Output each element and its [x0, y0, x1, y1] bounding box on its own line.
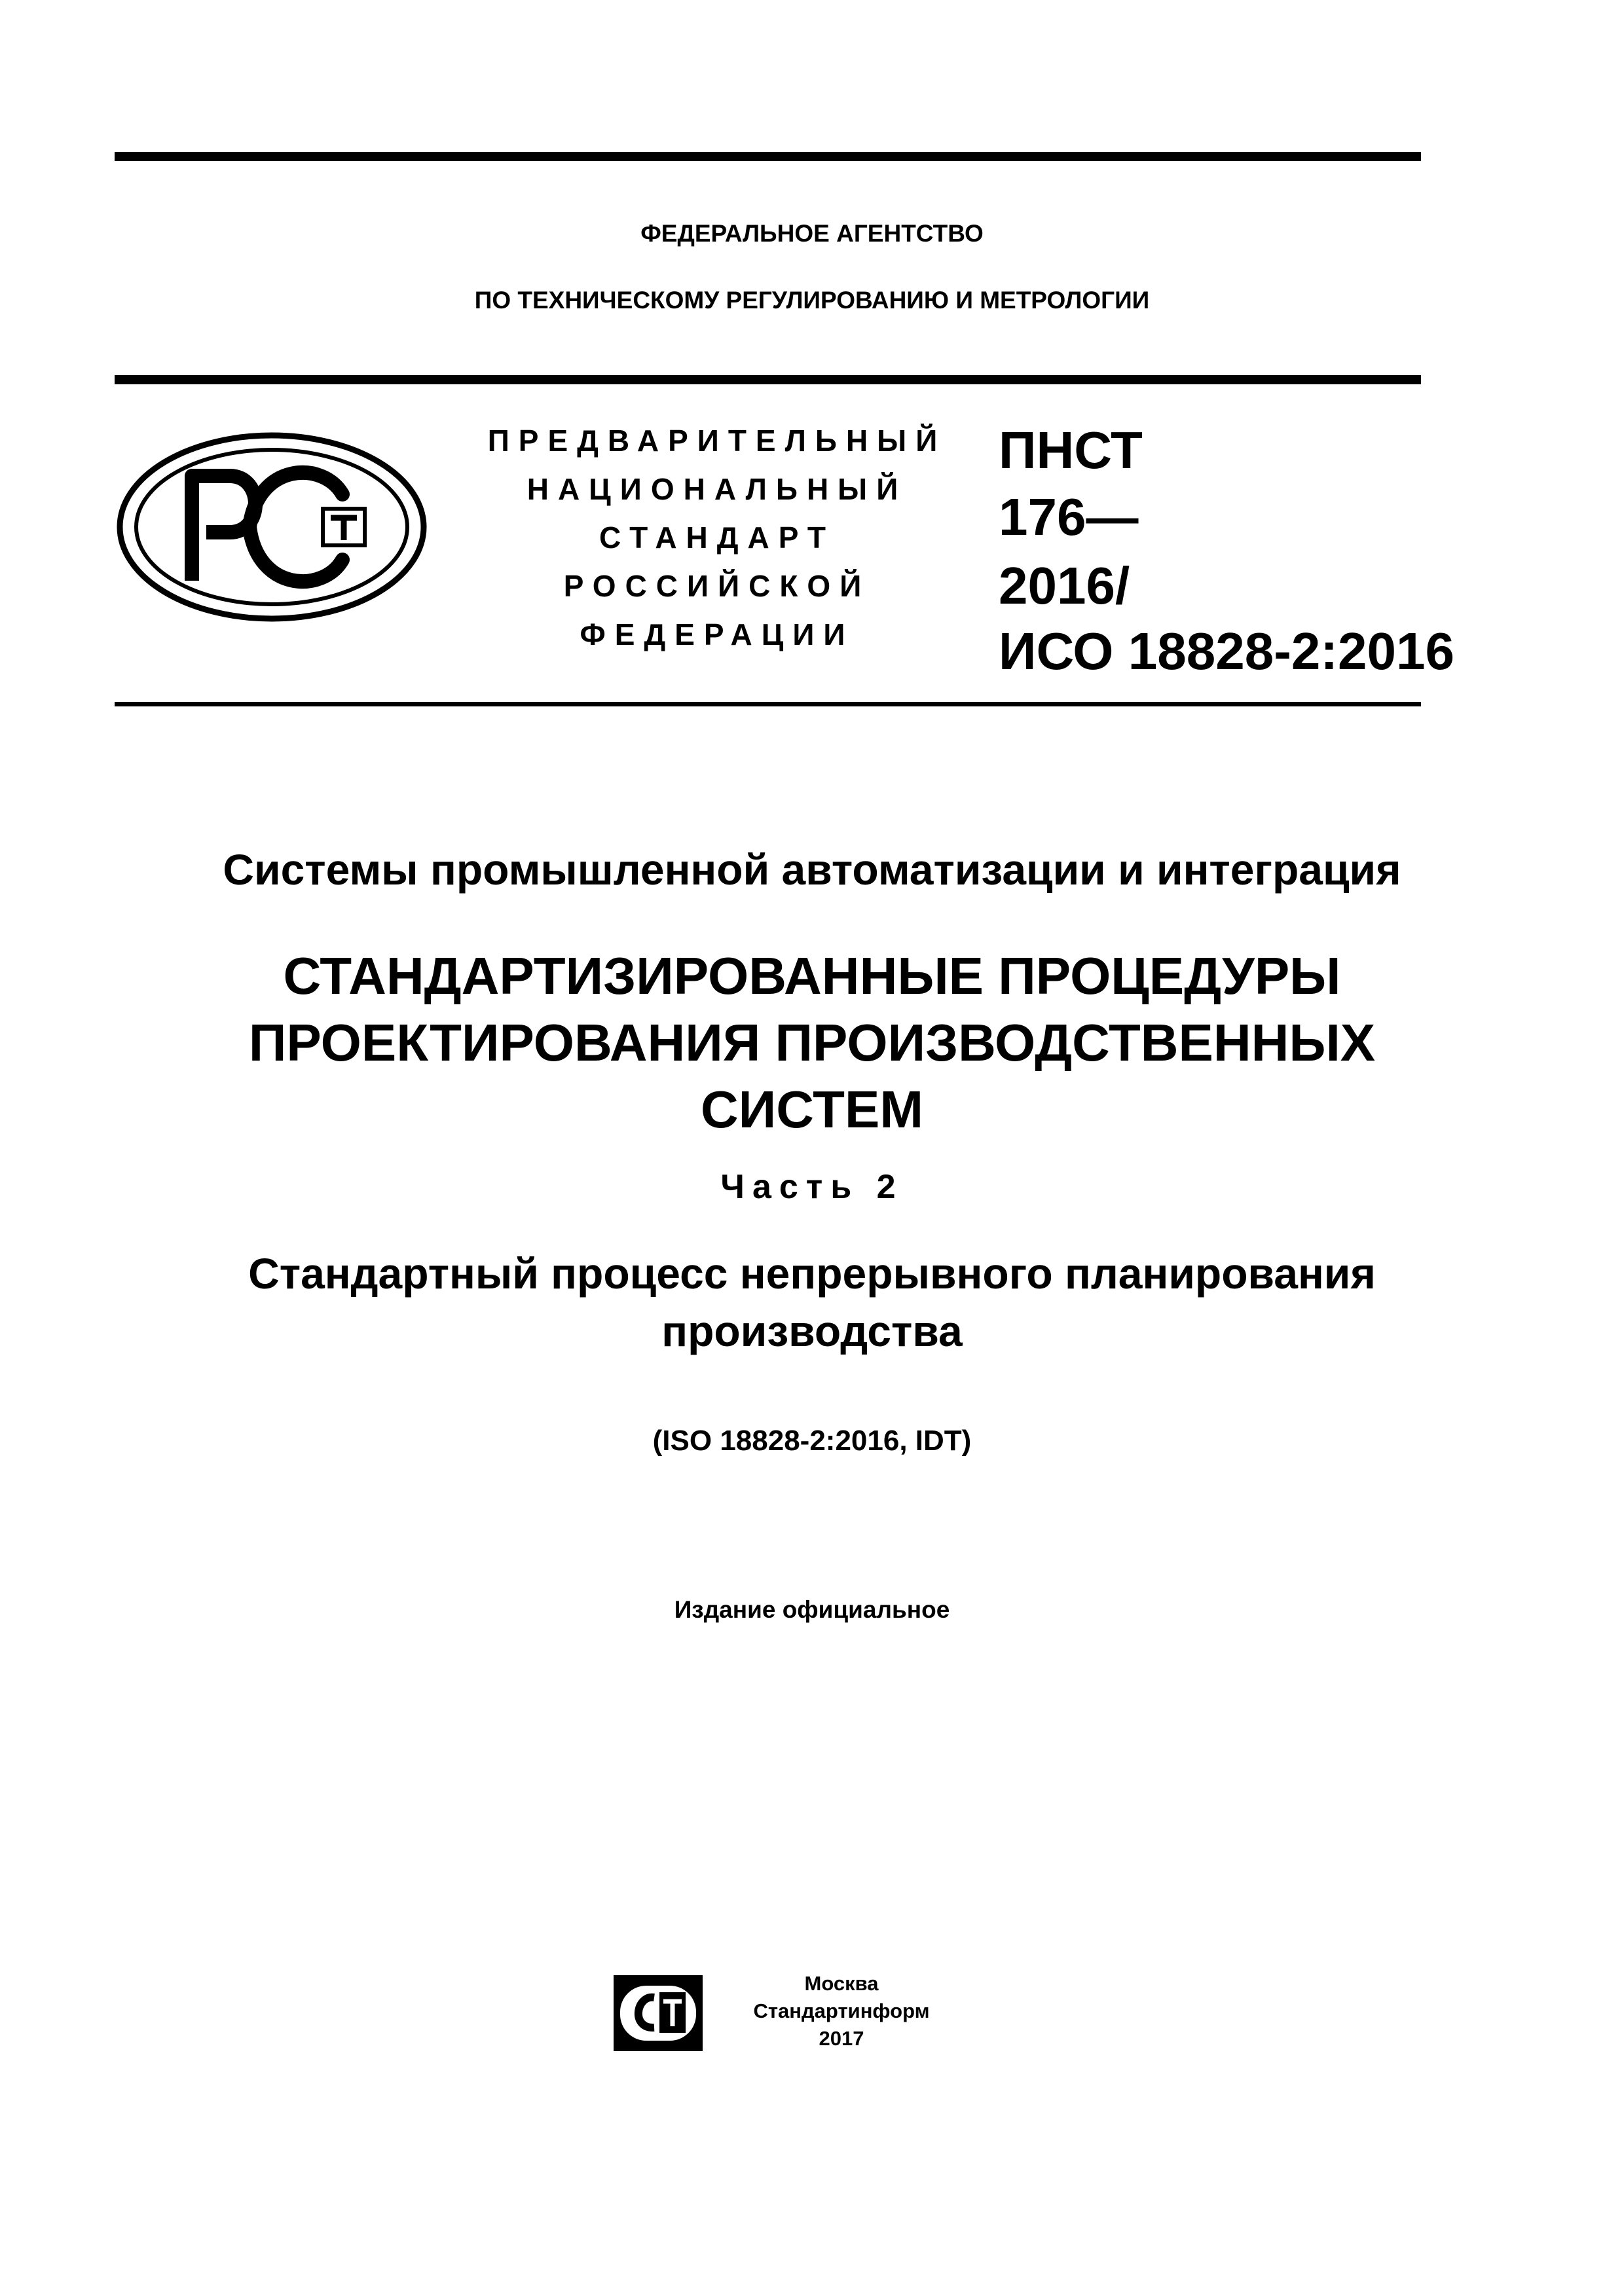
- title-main-line-3: СИСТЕМ: [701, 1080, 923, 1139]
- standard-type-line-4: РОССИЙСКОЙ: [563, 569, 871, 603]
- title-main-line-2: ПРОЕКТИРОВАНИЯ ПРОИЗВОДСТВЕННЫХ: [248, 1013, 1376, 1072]
- standard-type-line-2: НАЦИОНАЛЬНЫЙ: [526, 472, 908, 506]
- designation-line-1: ПНСТ: [999, 421, 1143, 479]
- standard-type-line-1: ПРЕДВАРИТЕЛЬНЫЙ: [487, 424, 947, 458]
- designation-rule: [115, 702, 1421, 706]
- designation-line-2: 176—: [999, 488, 1139, 546]
- agency-line-1: ФЕДЕРАЛЬНОЕ АГЕНТСТВО: [640, 220, 984, 247]
- publisher-name: Стандартинформ: [753, 1999, 930, 2022]
- edition-label: Издание официальное: [674, 1596, 950, 1623]
- designation-line-4: ИСО 18828-2:2016: [999, 622, 1454, 680]
- publisher-city: Москва: [804, 1972, 879, 1995]
- title-main-line-1: СТАНДАРТИЗИРОВАННЫЕ ПРОЦЕДУРЫ: [283, 947, 1341, 1005]
- standard-type-line-5: ФЕДЕРАЦИИ: [580, 617, 855, 651]
- part-label: Часть 2: [720, 1168, 904, 1206]
- gost-r-logo-icon: [115, 429, 429, 625]
- header-rule: [115, 375, 1421, 384]
- top-rule: [115, 152, 1421, 161]
- publisher-year: 2017: [819, 2027, 864, 2050]
- part-title-line-1: Стандартный процесс непрерывного планирования: [248, 1249, 1376, 1298]
- designation-line-3: 2016/: [999, 556, 1130, 615]
- title-subtitle: Системы промышленной автоматизации и интеграция: [223, 845, 1401, 894]
- standartinform-logo-icon: [612, 1974, 704, 2052]
- standard-type-line-3: СТАНДАРТ: [599, 520, 835, 555]
- agency-line-2: ПО ТЕХНИЧЕСКОМУ РЕГУЛИРОВАНИЮ И МЕТРОЛОГИИ: [474, 287, 1150, 314]
- part-title-line-2: производства: [661, 1307, 963, 1355]
- iso-reference: (ISO 18828-2:2016, IDT): [652, 1425, 972, 1457]
